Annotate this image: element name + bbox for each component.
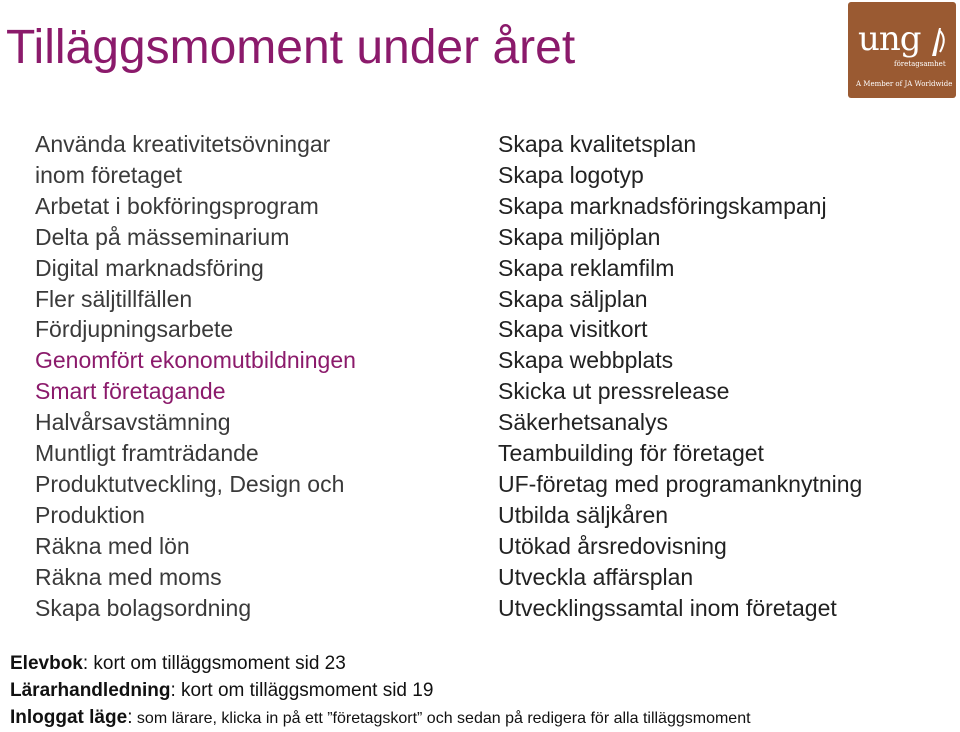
list-item: Utbilda säljkåren	[498, 501, 669, 528]
list-item: Produktutveckling, Design och	[35, 470, 345, 497]
logo-member-text: A Member of JA Worldwide	[856, 80, 953, 88]
list-item: inom företaget	[35, 161, 183, 188]
list-item: Skicka ut pressrelease	[498, 378, 730, 405]
list-item-highlighted: Smart företagande	[35, 378, 226, 405]
list-item: Halvårsavstämning	[35, 409, 231, 436]
list-item: Utvecklingssamtal inom företaget	[498, 594, 837, 621]
list-item: Skapa bolagsordning	[35, 594, 252, 621]
list-item: Utveckla affärsplan	[498, 563, 694, 590]
list-item: Skapa säljplan	[498, 285, 648, 312]
inloggat-label: Inloggat läge	[10, 707, 128, 728]
list-item: Skapa logotyp	[498, 161, 644, 188]
lararhandledning-note	[10, 677, 955, 704]
right-item-list	[498, 129, 948, 624]
logo-sail-icon	[928, 24, 950, 58]
lararhandledning-text: : kort om tilläggsmoment sid 19	[170, 680, 434, 701]
list-item: Skapa kvalitetsplan	[498, 131, 697, 157]
list-item: Produktion	[35, 501, 145, 528]
list-item-highlighted: Genomfört ekonomutbildningen	[35, 347, 356, 374]
list-item: Räkna med moms	[35, 563, 222, 590]
footer-notes	[10, 650, 955, 732]
page-title: Tilläggsmoment under året	[6, 21, 576, 74]
list-item: Arbetat i bokföringsprogram	[35, 192, 319, 219]
list-item: Fler säljtillfällen	[35, 285, 193, 312]
list-item: Skapa marknadsföringskampanj	[498, 192, 827, 219]
ung-foretagsamhet-logo	[848, 2, 956, 98]
logo-brand: ung	[858, 19, 921, 59]
list-item: Digital marknadsföring	[35, 254, 264, 281]
elevbok-text: : kort om tilläggsmoment sid 23	[82, 653, 346, 674]
left-item-list	[35, 129, 475, 624]
list-item: UF-företag med programanknytning	[498, 470, 863, 497]
inloggat-note	[10, 704, 955, 732]
list-item: Teambuilding för företaget	[498, 440, 764, 467]
list-item: Skapa webbplats	[498, 347, 674, 374]
list-item: Utökad årsredovisning	[498, 532, 727, 559]
list-item: Fördjupningsarbete	[35, 316, 234, 343]
list-item: Räkna med lön	[35, 532, 190, 559]
inloggat-colon: :	[127, 707, 133, 728]
list-item: Använda kreativitetsövningar	[35, 131, 331, 157]
list-item: Muntligt framträdande	[35, 440, 259, 467]
elevbok-label: Elevbok	[10, 653, 83, 674]
inloggat-text: som lärare, klicka in på ett ”företagskort” och sedan på redigera för alla tilläggsmoment	[132, 710, 751, 727]
list-item: Skapa miljöplan	[498, 223, 661, 250]
list-item: Delta på mässeminarium	[35, 223, 290, 250]
list-item: Säkerhetsanalys	[498, 409, 669, 436]
list-item: Skapa visitkort	[498, 316, 648, 343]
elevbok-note	[10, 650, 955, 677]
list-item: Skapa reklamfilm	[498, 254, 675, 281]
logo-subtitle: företagsamhet	[894, 60, 946, 68]
lararhandledning-label: Lärarhandledning	[10, 680, 171, 701]
